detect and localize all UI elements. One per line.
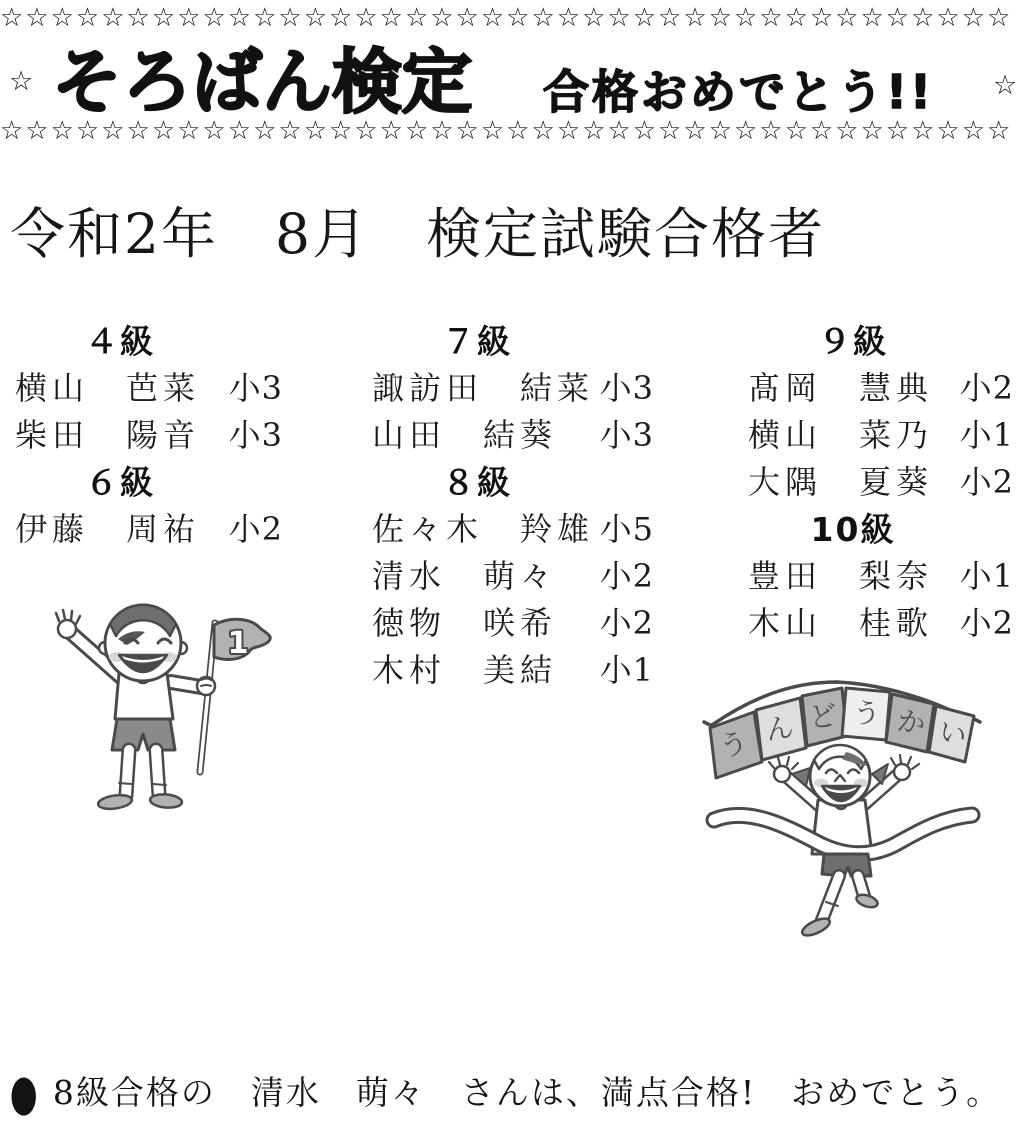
passer-name: 豊田 梨奈 [748,557,934,595]
passer-grade: 小1 [599,651,654,689]
congrats-subtitle: 合格おめでとう!! [543,65,934,119]
star-border-top: ☆☆☆☆☆☆☆☆☆☆☆☆☆☆☆☆☆☆☆☆☆☆☆☆☆☆☆☆☆☆☆☆☆☆☆☆☆☆☆☆ [0,3,1013,33]
result-row [372,647,654,694]
passer-name: 大隅 夏葵 [748,463,934,501]
boy-flag-arm [171,677,215,695]
result-column-right [748,318,1014,647]
passer-grade: 小5 [599,510,654,548]
passer-name: 柴田 陽音 [15,416,201,454]
passer-name: 横山 菜乃 [748,416,934,454]
result-row [372,506,654,553]
result-row [748,412,1014,459]
passer-name: 木村 美結 [372,651,558,689]
passer-grade: 小3 [599,416,654,454]
passer-grade: 小3 [228,369,283,407]
boy-shorts [112,719,175,750]
passer-grade: 小2 [959,463,1014,501]
passer-grade: 小2 [599,604,654,642]
star-border-bottom: ☆☆☆☆☆☆☆☆☆☆☆☆☆☆☆☆☆☆☆☆☆☆☆☆☆☆☆☆☆☆☆☆☆☆☆☆☆☆☆☆ [0,116,1013,146]
passer-name: 木山 桂歌 [748,604,934,642]
result-row [372,553,654,600]
passer-name: 佐々木 羚雄 [372,510,595,548]
footnote-text: 8級合格の 清水 萌々 さんは、満点合格! おめでとう。 [52,1073,1002,1112]
star-icon-left: ☆ [9,66,34,97]
pennant-letter: ど [807,698,839,735]
passer-grade: 小2 [228,510,283,548]
passer-name: 諏訪田 結菜 [372,369,595,407]
flag-number: 1 [227,626,249,661]
footnote [6,1064,1032,1122]
pennant-letter: い [935,714,971,753]
result-row [372,365,654,412]
pennant-letter: う [716,725,752,765]
result-row [748,600,1014,647]
level-header: ９級 [818,322,888,361]
level-header: ６級 [85,463,155,502]
passer-name: 横山 芭菜 [15,369,201,407]
passer-grade: 小2 [959,604,1014,642]
main-title: そろばん検定 [52,41,472,123]
passer-name: 山田 結葵 [372,416,558,454]
result-column-center [372,318,654,694]
passer-name: 伊藤 周祐 [15,510,201,548]
result-row [372,600,654,647]
bullet-icon: ● [9,1064,40,1122]
girl-legs [800,876,879,939]
passer-name: 徳物 咲希 [372,604,558,642]
result-row [15,412,283,459]
result-row [15,506,283,553]
girl-finish-line-illustration [700,668,995,968]
level-header: 10級 [810,510,896,549]
passer-grade: 小3 [599,369,654,407]
passer-grade: 小2 [959,369,1014,407]
passer-name: 清水 萌々 [372,557,558,595]
section-heading: 令和2年 8月 検定試験合格者 [10,202,825,266]
result-row [748,365,1014,412]
level-header: ８級 [442,463,512,502]
level-header: ７級 [442,322,512,361]
result-row [748,553,1014,600]
pennant-letter: う [851,696,882,731]
passer-grade: 小1 [959,557,1014,595]
passer-grade: 小1 [959,416,1014,454]
pennant-letter: か [895,704,928,742]
result-column-left [15,318,283,553]
passer-name: 髙岡 慧典 [748,369,934,407]
passer-grade: 小2 [599,557,654,595]
boy-legs [97,750,182,811]
passer-grade: 小3 [228,416,283,454]
result-row [748,459,1014,506]
pennant-letter: ん [762,709,797,748]
result-row [15,365,283,412]
level-header: ４級 [85,322,155,361]
result-row [372,412,654,459]
boy-with-flag-illustration [55,585,295,825]
star-icon-right: ☆ [993,70,1018,101]
first-place-flag-icon [214,619,270,661]
